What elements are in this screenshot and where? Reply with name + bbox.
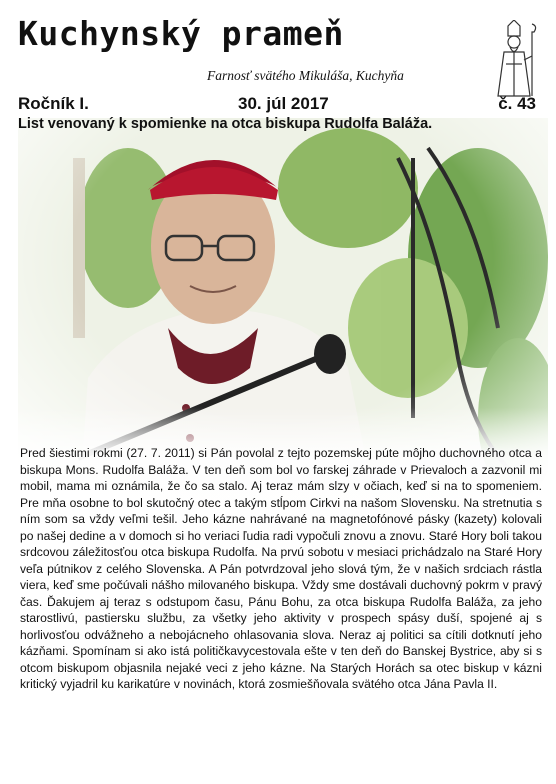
masthead-subtitle: Farnosť svätého Mikuláša, Kuchyňa [207,68,404,83]
article-headline: List venovaný k spomienke na otca biskupa Rudolfa Baláža. [18,116,433,132]
issue-volume: Ročník I. [18,94,89,113]
issue-date: 30. júl 2017 [238,94,329,113]
issue-bar [18,94,536,116]
article-body: Pred šiestimi rokmi (27. 7. 2011) si Pán povolal z tejto pozemskej púte môjho duchovného otca a biskupa Mons. Rudolfa Baláža. V ten deň som bol vo farskej záhrade v Prievaloch a zazvonil mi mobil, mama mi oznámila, že čo sa stalo. Aj teraz mám slzy v očiach, keď si na to spomeniem. Pre mňa osobne to bol skutočný otec a takým stĺpom Cirkvi na našom Slovensku. Na stretnutia s ním som sa vždy veľmi tešil. Jeho kázne nahrávané na magnetofónové pásky (kazety) kolovali po našej dedine a v domoch si ho veriaci ľudia radi vypočuli znovu a znovu. Staré Hory boli takou srdcovou záležitosťou otca biskupa Rudolfa. Na prvú sobotu v mesiaci prichádzalo na Staré Hory veľa pútnikov z celého Slovenska. A Pán potvrdzoval jeho slová tým, že v našich srdciach rástla viera, keď sme počúvali nášho milovaného biskupa. Vždy sme dostávali duchovný pokrm v pravý čas. Ďakujem aj teraz s odstupom času, Pánu Bohu, za otca biskupa Rudolfa Baláža, za jeho starostlivú, pastiersku službu, za všetky jeho aktivity v prospech spásy duší, spojené aj s horlivosťou odvážneho a nebojácneho ohlasovania slova. Neraz aj politici sa cítili dotknutí jeho kázňami. Spomínam si ako istá političkavycestovala ešte v ten deň do Banskej Bystrice, aby si s otcom biskupom objasnila nejaké veci z jeho kázne. Na Starých Horách sa otec biskup v kázni kritický vyjadril ku karikatúre v novinách, ktorá zosmiešňovala svätého otca Jána Pavla II. [20,446,542,691]
issue-number: č. 43 [498,94,536,113]
masthead-title: Kuchynský prameň [18,14,344,53]
saint-nicholas-icon [488,20,540,98]
